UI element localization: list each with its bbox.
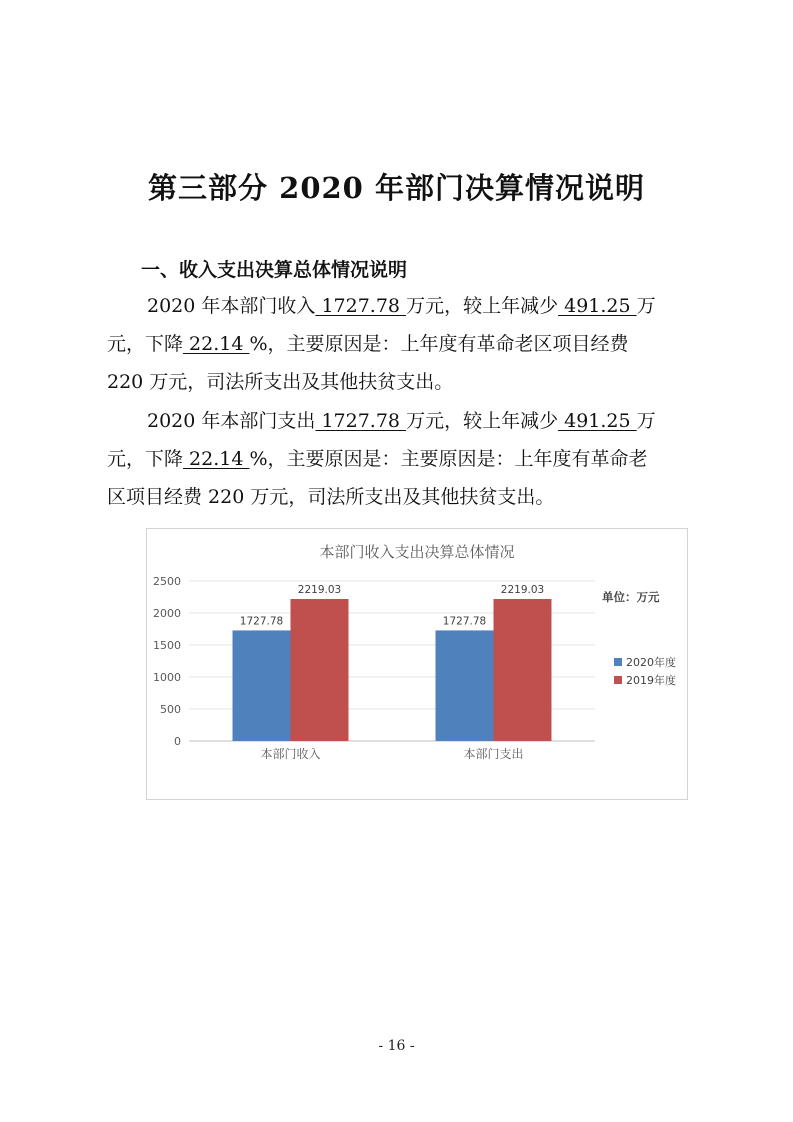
income-decrease-percent: 22.14 <box>183 333 250 355</box>
expense-decrease-percent: 22.14 <box>183 448 250 470</box>
chart-title: 本部门收入支出决算总体情况 <box>319 543 515 561</box>
data-label: 1727.78 <box>239 615 284 628</box>
unit-label: 单位：万元 <box>602 590 660 604</box>
y-tick-label: 0 <box>174 735 181 748</box>
income-line-2 <box>107 325 699 363</box>
y-tick-label: 2500 <box>153 575 181 588</box>
expense-text-d: 元，下降 <box>107 448 184 470</box>
expense-line-3: 区项目经费 220 万元，司法所支出及其他扶贫支出。 <box>107 486 555 508</box>
income-text-a: 2020 年本部门收入 <box>147 295 316 317</box>
expense-text-b: 万元，较上年减少 <box>406 410 559 432</box>
data-label: 1727.78 <box>442 615 487 628</box>
income-expense-chart <box>146 528 688 800</box>
income-text-e: %，主要原因是：上年度有革命老区项目经费 <box>249 333 629 355</box>
data-label: 2219.03 <box>297 583 342 596</box>
y-tick-label: 2000 <box>153 607 181 620</box>
chart-canvas <box>147 529 687 799</box>
legend-label: 2019年度 <box>626 674 676 687</box>
expense-paragraph <box>107 402 699 516</box>
category-label: 本部门支出 <box>463 747 524 761</box>
income-decrease-amount: 491.25 <box>558 295 637 317</box>
legend-swatch <box>614 676 622 684</box>
income-text-c: 万 <box>636 295 656 317</box>
expense-decrease-amount: 491.25 <box>558 410 637 432</box>
page-number: - 16 - <box>378 1038 415 1054</box>
income-line-1 <box>107 287 699 325</box>
expense-line-2 <box>107 440 699 478</box>
income-line-3: 220 万元，司法所支出及其他扶贫支出。 <box>107 371 454 393</box>
bar <box>291 599 349 741</box>
y-tick-label: 1500 <box>153 639 181 652</box>
income-text-b: 万元，较上年减少 <box>406 295 559 317</box>
category-label: 本部门收入 <box>260 747 321 761</box>
y-tick-label: 1000 <box>153 671 181 684</box>
income-paragraph <box>107 287 699 401</box>
income-amount: 1727.78 <box>315 295 407 317</box>
expense-text-c: 万 <box>636 410 656 432</box>
expense-text-e: %，主要原因是：主要原因是：上年度有革命老 <box>249 448 648 470</box>
income-text-d: 元，下降 <box>107 333 184 355</box>
y-tick-label: 500 <box>160 703 181 716</box>
bar <box>494 599 552 741</box>
section-heading: 一、收入支出决算总体情况说明 <box>141 259 408 281</box>
legend-label: 2020年度 <box>626 656 676 669</box>
page-title: 第三部分 2020 年部门决算情况说明 <box>148 171 645 205</box>
expense-line-1 <box>107 402 699 440</box>
expense-amount: 1727.78 <box>315 410 407 432</box>
data-label: 2219.03 <box>500 583 545 596</box>
bar <box>233 630 291 741</box>
expense-text-a: 2020 年本部门支出 <box>147 410 316 432</box>
legend-swatch <box>614 658 622 666</box>
bar <box>436 630 494 741</box>
